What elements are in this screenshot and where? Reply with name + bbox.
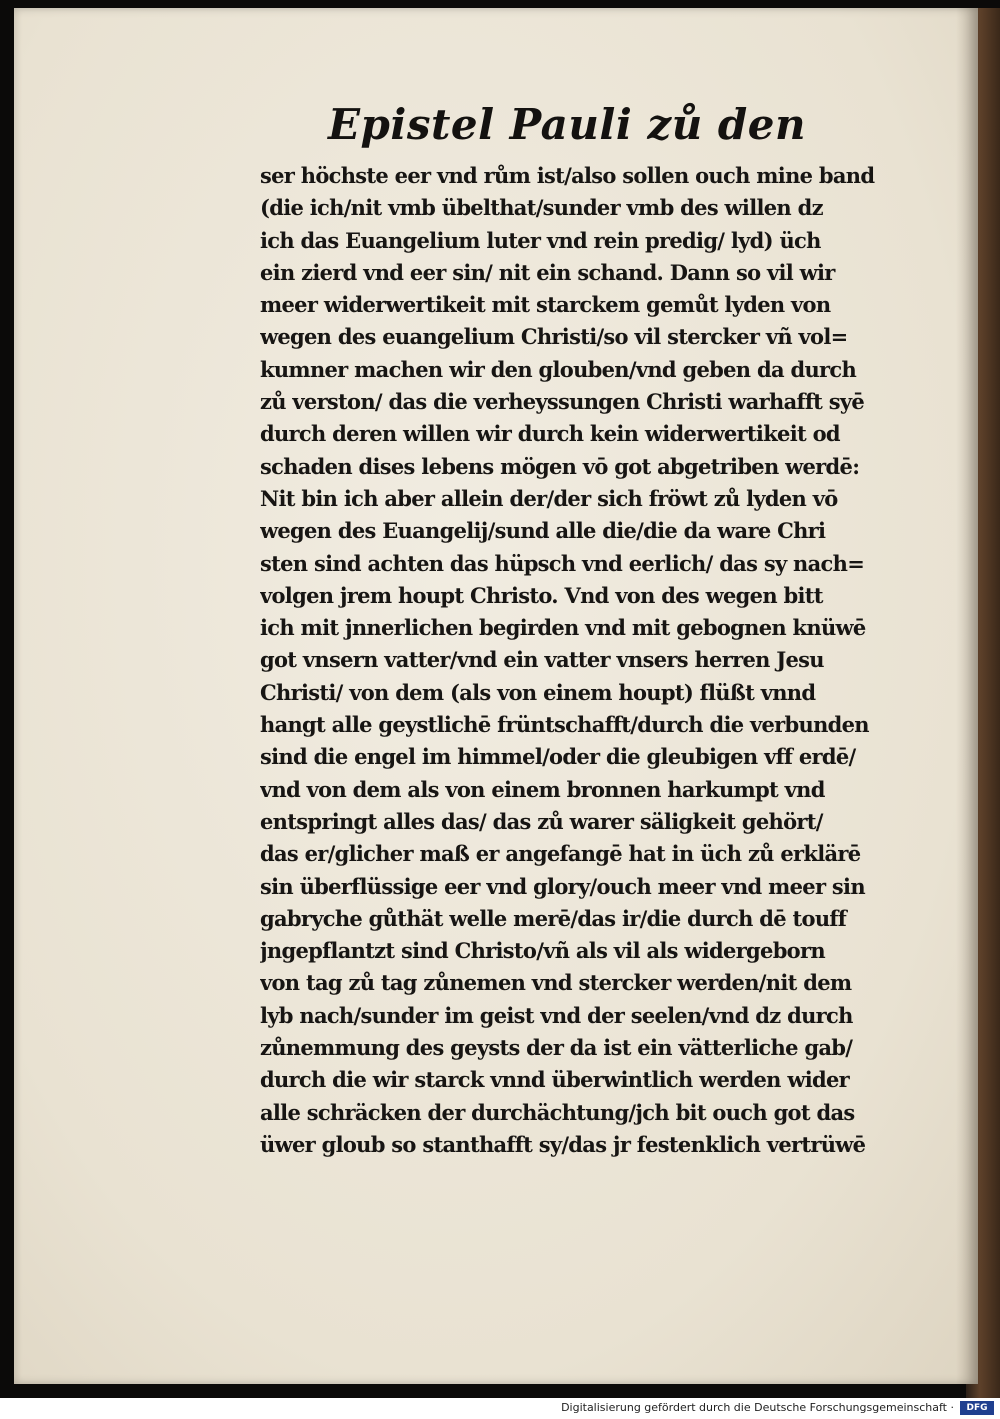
text-line: von tag zů tag zůnemen vnd stercker werden/nit dem [260, 970, 852, 996]
text-line: Christi/ von dem (als von einem houpt) flüßt vnnd [260, 679, 816, 705]
text-line: got vnsern vatter/vnd ein vatter vnsers herren Jesu [260, 647, 824, 673]
text-line: hangt alle geystlichē früntschafft/durch die verbunden [260, 712, 869, 738]
text-line: zů verston/ das die verheyssungen Christi warhafft syē [260, 389, 865, 415]
text-line: meer widerwertikeit mit starckem gemůt lyden von [260, 292, 831, 318]
text-line: alle schräcken der durchächtung/jch bit ouch got das [260, 1099, 855, 1125]
text-line: schaden dises lebens mögen vō got abgetriben werdē: [260, 453, 860, 479]
text-line: durch deren willen wir durch kein widerwertikeit od [260, 421, 840, 447]
text-line: zůnemmung des geysts der da ist ein vätterliche gab/ [260, 1035, 853, 1061]
text-line: entspringt alles das/ das zů warer säligkeit gehört/ [260, 808, 823, 834]
text-line: durch die wir starck vnnd überwintlich werden wider [260, 1067, 850, 1093]
text-line: wegen des euangelium Christi/so vil stercker vñ vol= [260, 324, 848, 350]
text-line: volgen jrem houpt Christo. Vnd von des wegen bitt [260, 582, 823, 608]
dfg-logo-icon[interactable]: DFG [960, 1401, 994, 1415]
footer-separator: · [950, 1401, 954, 1414]
text-line: (die ich/nit vmb übelthat/sunder vmb des willen dz [260, 195, 823, 221]
text-line: das er/glicher maß er angefangē hat in üch zů erklärē [260, 841, 861, 867]
text-line: ein zierd vnd eer sin/ nit ein schand. Dann so vil wir [260, 259, 835, 285]
footer-bar [0, 1398, 1000, 1419]
footer-credit [561, 1401, 954, 1414]
text-line: ich mit jnnerlichen begirden vnd mit gebognen knüwē [260, 615, 866, 641]
text-line: ich das Euangelium luter vnd rein predig/ lyd) üch [260, 227, 821, 253]
page-heading: Epistel Pauli zů den [328, 100, 807, 149]
text-line: vnd von dem als von einem bronnen harkumpt vnd [260, 776, 825, 802]
text-line: sin überflüssige eer vnd glory/ouch meer vnd meer sin [260, 873, 865, 899]
text-line: sten sind achten das hüpsch vnd eerlich/ das sy nach= [260, 550, 865, 576]
page-fold-shadow [956, 8, 978, 1384]
text-line: jngepflantzt sind Christo/vñ als vil als widergeborn [260, 938, 825, 964]
footer-credit-text: Digitalisierung gefördert durch die Deutsche Forschungsgemeinschaft [561, 1401, 947, 1414]
text-line: ser höchste eer vnd rům ist/also sollen ouch mine band [260, 163, 875, 188]
text-line: kumner machen wir den glouben/vnd geben da durch [260, 356, 857, 382]
text-line: sind die engel im himmel/oder die gleubigen vff erdē/ [260, 744, 856, 770]
text-block [260, 160, 920, 1161]
text-line: gabryche gůthät welle merē/das ir/die durch dē touff [260, 905, 847, 931]
text-line: lyb nach/sunder im geist vnd der seelen/vnd dz durch [260, 1002, 853, 1028]
text-line: wegen des Euangelij/sund alle die/die da ware Chri [260, 518, 826, 544]
text-line: üwer gloub so stanthafft sy/das jr festenklich vertrüwē [260, 1131, 866, 1157]
text-line: Nit bin ich aber allein der/der sich fröwt zů lyden vō [260, 485, 838, 511]
